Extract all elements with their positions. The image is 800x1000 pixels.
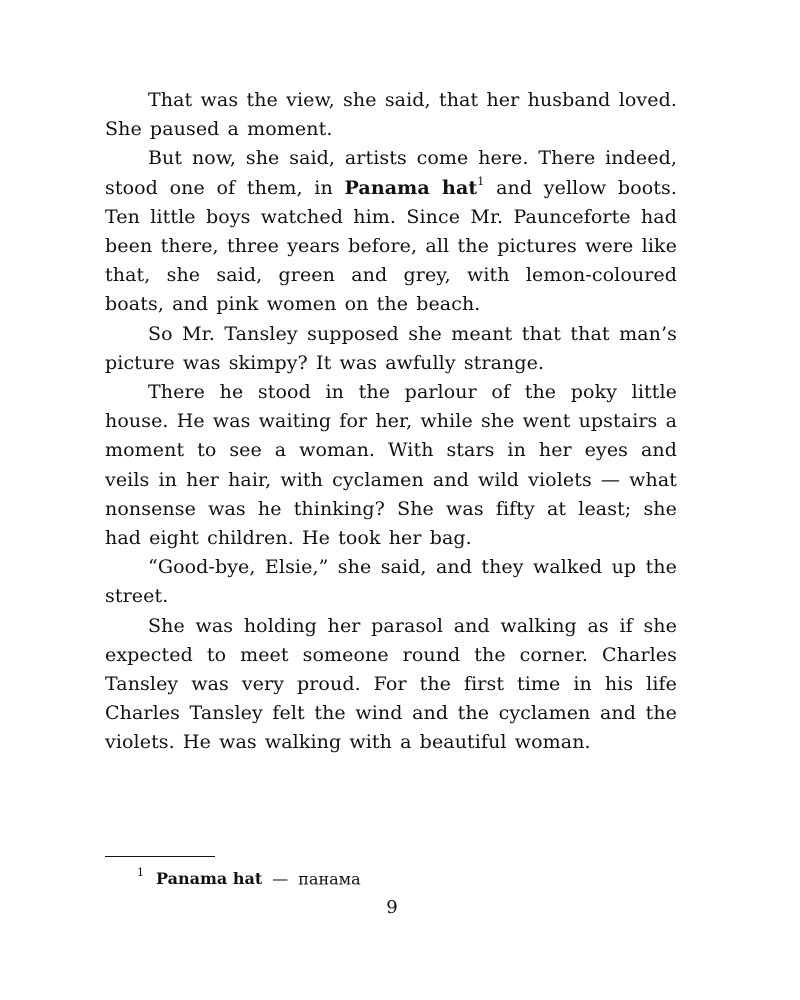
paragraph-3: So Mr. Tansley supposed she meant that that man’s picture was skimpy? It was awfully strange. [105,322,677,374]
paragraph-1: That was the view, she said, that her husband loved. She paused a moment. [105,89,677,141]
footnote-dash: — [272,869,289,889]
paragraph-6: She was holding her parasol and walking as if she expected to meet someone round the corner. Charles Tansley was very proud. For the first time in his life Charles Tansley felt the wind and the cyclamen and the violets. He was walking with a beautiful woman. [105,614,677,754]
paragraph-2-start: But now, she said, artists come here. There indeed, stood one of them, in [105,147,677,199]
page-number: 9 [386,897,398,918]
paragraph-4: There he stood in the parlour of the poky little house. He was waiting for her, while she went upstairs a moment to see a woman. With stars in her eyes and veils in her hair, with cyclamen and wild violets — what nonsense was he thinking? She was fifty at least; she had eight children. He took her bag. [105,381,677,550]
paragraph-2-end: and yellow boots. Ten little boys watched him. Since Mr. Paunceforte had been there, three years before, all the pictures were like that, she said, green and grey, with lemon-coloured boats, and pink women on the beach. [105,176,677,316]
footnote-mark: 1 [137,866,144,879]
paragraph-5: “Good-bye, Elsie,” she said, and they walked up the street. [105,556,677,608]
panama-hat-term: Panama hat [344,176,478,199]
footnote-translation: панама [298,869,361,889]
footnote-reference[interactable]: 1 [477,175,485,189]
footnote [137,863,361,891]
footnote-divider [105,856,215,857]
paragraph-2 [105,144,677,319]
footnote-term: Panama hat [156,869,263,889]
page-body [105,86,677,758]
